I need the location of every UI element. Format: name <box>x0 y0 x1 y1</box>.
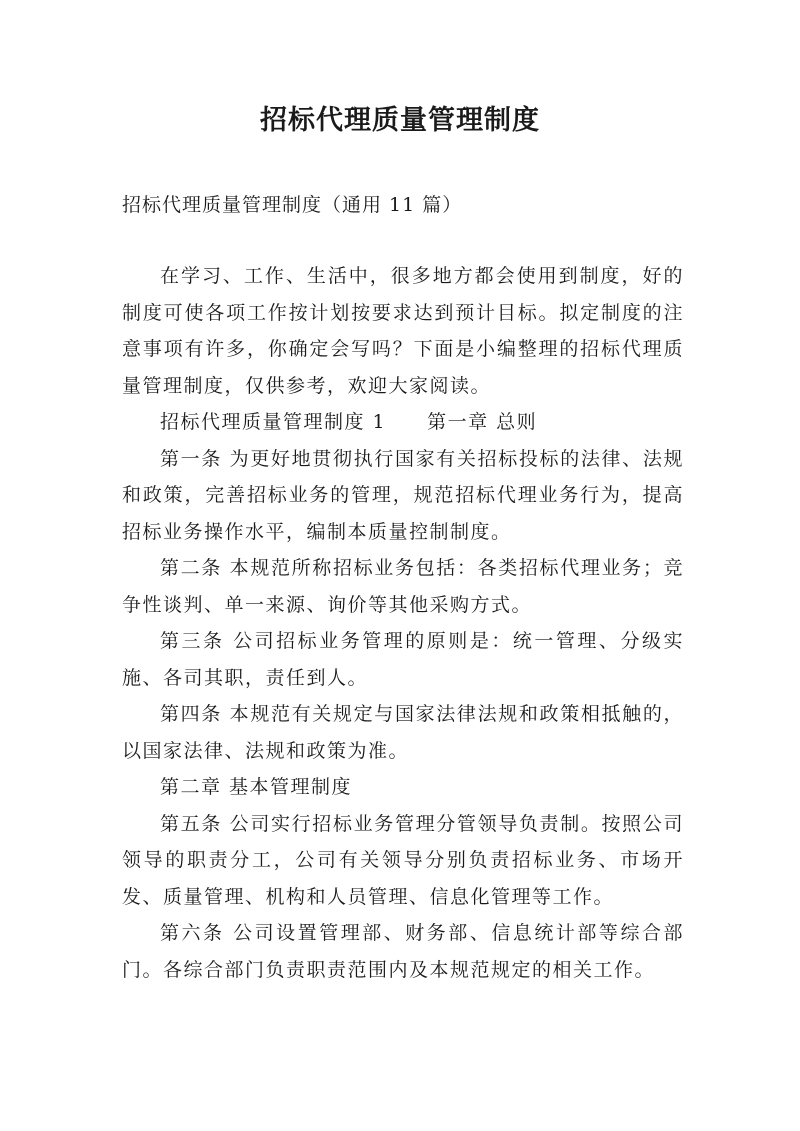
paragraph-article-4: 第四条 本规范有关规定与国家法律法规和政策相抵触的，以国家法律、法规和政策为准。 <box>122 703 684 762</box>
page-title: 招标代理质量管理制度 <box>260 105 540 136</box>
paragraph-intro: 在学习、工作、生活中，很多地方都会使用到制度，好的制度可使各项工作按计划按要求达到预计目标。拟定制度的注意事项有许多，你确定会写吗？下面是小编整理的招标代理质量管理制度，仅供参考，欢迎大家阅读。 <box>122 265 684 397</box>
paragraph-chapter-1-heading: 招标代理质量管理制度 1 第一章 总则 <box>160 411 538 433</box>
paragraph-article-2: 第二条 本规范所称招标业务包括：各类招标代理业务；竞争性谈判、单一来源、询价等其他采购方式。 <box>122 557 684 616</box>
document-body <box>122 258 684 988</box>
paragraph-article-3: 第三条 公司招标业务管理的原则是：统一管理、分级实施、各司其职，责任到人。 <box>122 630 684 689</box>
paragraph-article-6: 第六条 公司设置管理部、财务部、信息统计部等综合部门。各综合部门负责职责范围内及本规范规定的相关工作。 <box>122 922 684 981</box>
paragraph-article-1: 第一条 为更好地贯彻执行国家有关招标投标的法律、法规和政策，完善招标业务的管理，规范招标代理业务行为，提高招标业务操作水平，编制本质量控制制度。 <box>122 447 684 543</box>
document-subtitle: 招标代理质量管理制度（通用 11 篇） <box>122 194 463 216</box>
paragraph-article-5: 第五条 公司实行招标业务管理分管领导负责制。按照公司领导的职责分工，公司有关领导分别负责招标业务、市场开发、质量管理、机构和人员管理、信息化管理等工作。 <box>122 812 684 908</box>
paragraph-chapter-2-heading: 第二章 基本管理制度 <box>160 776 353 798</box>
